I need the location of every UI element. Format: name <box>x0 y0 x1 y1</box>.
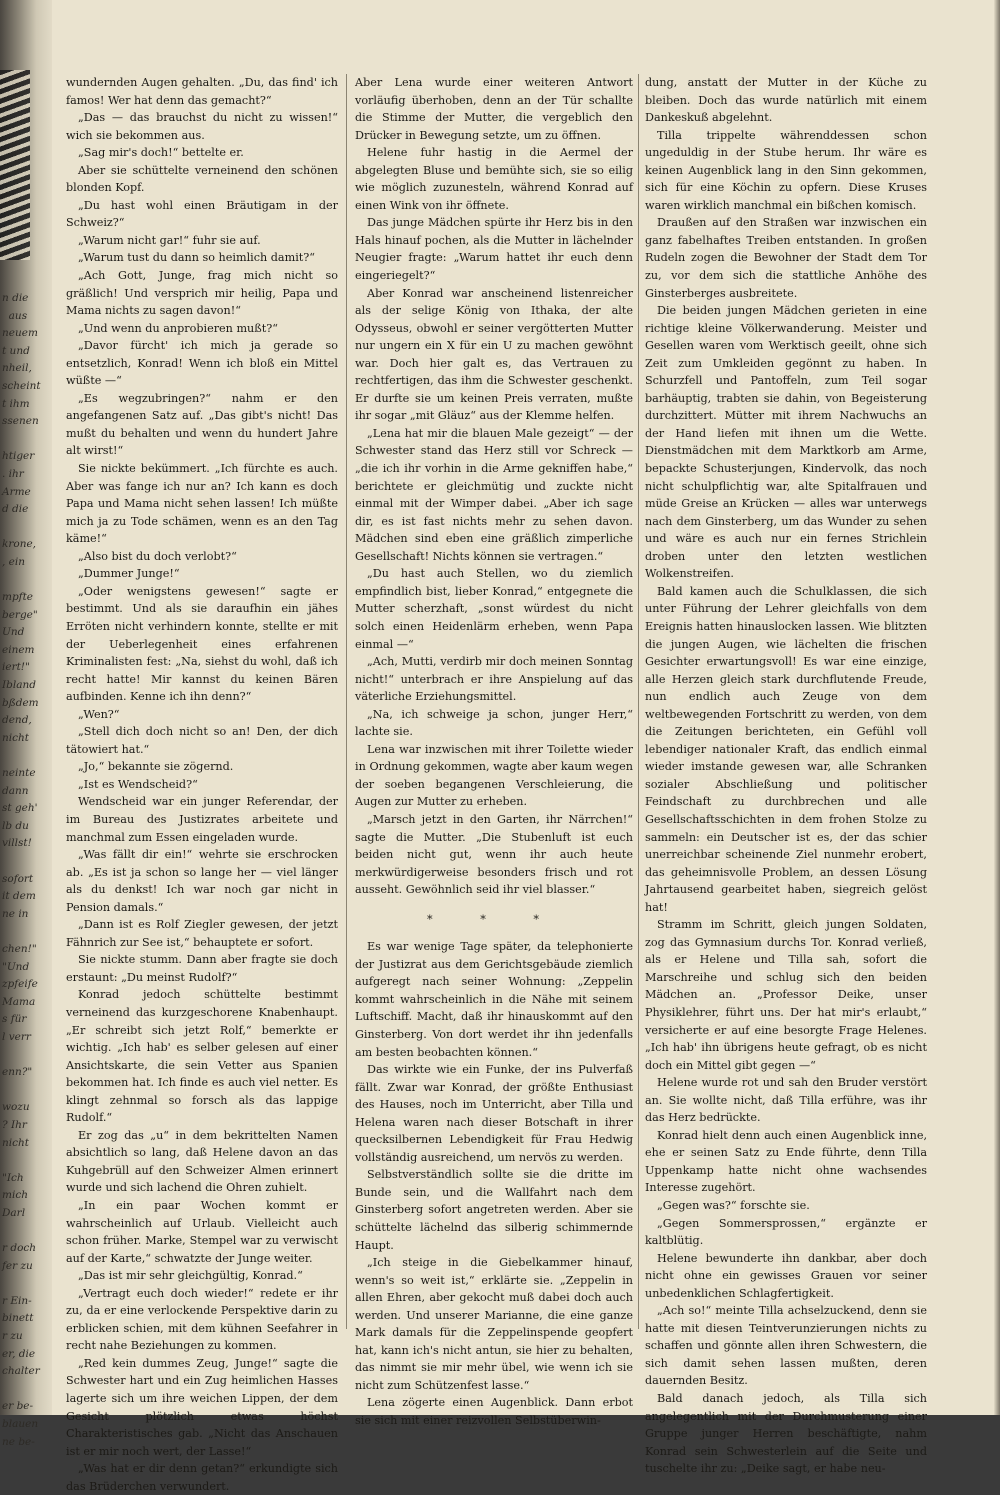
paragraph: Stramm im Schritt, gleich jungen Soldaten, zog das Gymnasium durchs Tor. Konrad verließ, als er Helene und Tilla sah, sofort die Marschreihe und schlug sich den beiden Mädchen an. „Professor Deike, unser Physiklehrer, führt uns. Der hat mir's erlaubt,“ versicherte er auf eine besorgte Frage Helenes. „Ich hab' ihn übrigens heute gefragt, ob es nicht doch ein Mittel gibt gegen —“ <box>645 918 927 1072</box>
paragraph: „Jo,“ bekannte sie zögernd. <box>78 760 234 774</box>
paragraph: Selbstverständlich sollte sie die dritte im Bunde sein, und die Wallfahrt nach dem Ginsterberg sofort angetreten werden. Aber sie schüttelte lächelnd das silberig schimmernde Haupt. <box>355 1168 633 1252</box>
paragraph: Lena war inzwischen mit ihrer Toilette wieder in Ordnung gekommen, wagte aber kaum wegen der soeben begangenen Verschleierung, die Augen zur Mutter zu erheben. <box>355 742 633 809</box>
paragraph: Die beiden jungen Mädchen gerieten in eine richtige kleine Völkerwanderung. Meister und Gesellen waren vom Werktisch geeilt, ohne sich Zeit zum Umkleiden gegönnt zu haben. In Schurzfell und Pantoffeln, zum Teil sogar barhäuptig, trabten sie dahin, von Begeisterung durchzittert. Mütter mit ihrem Nachwuchs an der Hand liefen mit ihnen um die Wette. Dienstmädchen mit dem Marktkorb am Arme, bepackte Schusterjungen, Kindervolk, das noch nicht schulpflichtig war, alte Spitalfrauen und müde Greise an Krücken — alles war unterwegs nach dem Ginsterberg, um das Wunder zu sehen und wäre es auch nur ein fernes Strichlein droben unter den letzten westlichen Wolkenstreifen. <box>645 304 927 581</box>
paragraph: „Sag mir's doch!“ bettelte er. <box>78 146 244 160</box>
paragraph: „Es wegzubringen?“ nahm er den angefangenen Satz auf. „Das gibt's nicht! Das mußt du behalten und wenn du hundert Jahre alt wirst!“ <box>66 391 338 458</box>
paragraph: Helene wurde rot und sah den Bruder verstört an. Sie wollte nicht, daß Tilla erführe, was ihr das Herz bedrückte. <box>645 1076 927 1125</box>
paragraph: Aber Lena wurde einer weiteren Antwort vorläufig überhoben, denn an der Tür schallte die Stimme der Mutter, die vergeblich den Drücker in Bewegung setzte, um zu öffnen. <box>355 76 633 142</box>
paragraph: „Wen?“ <box>78 707 120 721</box>
paragraph: „Das — das brauchst du nicht zu wissen!“ wich sie bekommen aus. <box>66 111 338 142</box>
paragraph: „Ach so!“ meinte Tilla achselzuckend, denn sie hatte mit diesen Teintverunzierungen nichts zu schaffen und gönnte allen ihren Schwestern, die sich damit sehen lassen mußten, deren dauernden Besitz. <box>645 1304 927 1388</box>
paragraph: Tilla trippelte währenddessen schon ungeduldig in der Stube herum. Ihr wäre es keinen Augenblick lang in den Sinn gekommen, sich für eine Köchin zu opfern. Diese Kruses waren wirklich manchmal ein bißchen komisch. <box>645 128 927 212</box>
paragraph: Es war wenige Tage später, da telephonierte der Justizrat aus dem Gerichtsgebäude ziemlich aufgeregt nach seiner Wohnung: „Zeppelin kommt wahrscheinlich in die Nähe mit seinem Luftschiff. Macht, daß ihr hinauskommt auf den Ginsterberg. Von dort werdet ihr ihn jedenfalls am besten beobachten können.“ <box>355 940 633 1059</box>
paragraph: Wendscheid war ein junger Referendar, der im Bureau des Justizrates arbeitete und manchmal zum Essen eingeladen wurde. <box>66 795 338 844</box>
paragraph: „Lena hat mir die blauen Male gezeigt“ — der Schwester stand das Herz still vor Schreck — „die ich ihr vorhin in die Arme gekniffen habe,“ berichtete er gleichmütig und zuckte nicht einmal mit der Wimper dabei. „Aber ich sage dir, es ist fast nichts mehr zu sehen davon. Mädchen sind eben eine gräßlich zimperliche Gesellschaft! Nichts können sie vertragen.“ <box>355 426 633 563</box>
paragraph: Sie nickte stumm. Dann aber fragte sie doch erstaunt: „Du meinst Rudolf?“ <box>66 953 338 984</box>
paragraph: Er zog das „u“ in dem bekrittelten Namen absichtlich so lang, daß Helene davon an das Kuhgebrüll auf den Schweizer Almen erinnert wurde und sich lachend die Ohren zuhielt. <box>66 1128 338 1195</box>
paragraph: „Du hast auch Stellen, wo du ziemlich empfindlich bist, lieber Konrad,“ entgegnete die Mutter scherzhaft, „sonst würdest du nicht solch einen Heidenlärm erheben, wenn Papa einmal —“ <box>355 567 633 651</box>
binding-gutter <box>0 0 52 1448</box>
paragraph: wundernden Augen gehalten. „Du, das find' ich famos! Wer hat denn das gemacht?“ <box>66 76 338 107</box>
paragraph: Bald danach jedoch, als Tilla sich angelegentlich mit der Durchmusterung einer Gruppe junger Herren beschäftigte, nahm Konrad sein Schwesterlein auf die Seite und tuschelte ihr zu: „Deike sagt, er habe neu- <box>645 1392 927 1476</box>
paragraph: „Marsch jetzt in den Garten, ihr Närrchen!“ sagte die Mutter. „Die Stubenluft ist euch beiden nicht gut, wenn ihr auch heute merkwürdigerweise besonders frisch und rot ausseht. Gewöhnlich seid ihr viel blasser.“ <box>355 812 633 897</box>
paragraph: Aber Konrad war anscheinend listenreicher als der selige König von Ithaka, der alte Odysseus, obwohl er seiner vergötterten Mutter nur ungern ein X für ein U zu machen gewöhnt war. Doch hier galt es, das Vertrauen zu rechtfertigen, das ihm die Schwester geschenkt. Er durfte sie um keinen Preis verraten, mußte ihr sogar „mit Gläuz“ aus der Klemme helfen. <box>355 286 633 423</box>
paragraph: „Also bist du doch verlobt?“ <box>78 549 237 563</box>
text-column-2 <box>355 74 633 1428</box>
paragraph: „Ach Gott, Junge, frag mich nicht so gräßlich! Und versprich mir heilig, Papa und Mama nichts zu sagen davon!“ <box>66 269 338 318</box>
paragraph: „Was hat er dir denn getan?“ erkundigte sich das Brüderchen verwundert. <box>66 1462 338 1493</box>
paragraph: „Ich steige in die Giebelkammer hinauf, wenn's so weit ist,“ erklärte sie. „Zeppelin in allen Ehren, aber gekocht muß dabei doch auch werden. Und unserer Marianne, die eine ganze Mark damals für die Zeppelinspende geopfert hat, kann ich's nicht antun, sie hier zu behalten, das nimmt sie mir mehr übel, wie wenn ich sie nicht zum Schützenfest lasse.“ <box>355 1256 633 1392</box>
text-column-1 <box>66 74 338 1493</box>
paragraph: Helene fuhr hastig in die Aermel der abgelegten Bluse und bemühte sich, sie so eilig wie möglich zuzunesteln, während Konrad auf einen Wink von ihr öffnete. <box>355 146 633 212</box>
paragraph: Bald kamen auch die Schulklassen, die sich unter Führung der Lehrer gleichfalls von dem Ereignis hatten hinauslocken lassen. Wie blitzten die jungen Augen, wie lächelten die frischen Gesichter erwartungsvoll! Es war eine einzige, alle Herzen gleich stark durchflutende Freude, nun endlich auch Zeuge von dem weltbewegenden Fortschritt zu werden, von dem die Zeitungen berichteten, ein Gefühl voll lebendiger nationaler Kraft, das endlich einmal wieder imstande gewesen war, alle Schranken sozialer Abschließung und politischer Feindschaft zu durchbrechen und alle Gesellschaftsschichten in dem frohen Stolze zu sammeln: ein Deutscher ist es, der das schier unerreichbar scheinende Ziel nunmehr erobert, das geheimnisvolle Problem, an dessen Lösung Jahrtausend gearbeitet haben, siegreich gelöst hat! <box>645 584 927 914</box>
paragraph: Konrad hielt denn auch einen Augenblick inne, ehe er seinen Satz zu Ende führte, denn Tilla Uppenkamp hatte nicht ohne wachsendes Interesse zugehört. <box>645 1128 927 1195</box>
paragraph: Konrad jedoch schüttelte bestimmt verneinend das kurzgeschorene Knabenhaupt. „Er schreibt sich jetzt Rolf,“ bemerkte er wichtig. „Ich hab' es selber gelesen auf einer Ansichtskarte, die sein Vetter aus Spanien bekommen hat. Ich finde es auch viel netter. Es klingt zehnmal so forsch als das lappige Rudolf.“ <box>66 988 338 1125</box>
paragraph: Das junge Mädchen spürte ihr Herz bis in den Hals hinauf pochen, als die Mutter in lächelnder Neugier fragte: „Warum hattet ihr euch denn eingeriegelt?“ <box>355 216 633 283</box>
paragraph: Das wirkte wie ein Funke, der ins Pulverfaß fällt. Zwar war Konrad, der größte Enthusiast des Hauses, noch im Unterricht, aber Tilla und Helena waren nach dieser Botschaft in ihrer quecksilbernen Lebendigkeit für Frau Hedwig vollständig ausreichend, um nervös zu werden. <box>355 1063 633 1164</box>
column-rule <box>638 74 639 1329</box>
paragraph: „Warum tust du dann so heimlich damit?“ <box>78 251 315 265</box>
paragraph: „Dann ist es Rolf Ziegler gewesen, der jetzt Fähnrich zur See ist,“ behauptete er sofort. <box>66 918 338 949</box>
paragraph: „Oder wenigstens gewesen!“ sagte er bestimmt. Und als sie daraufhin ein jähes Erröten nicht verhindern konnte, stellte er mit der Ueberlegenheit eines erfahrenen Kriminalisten fest: „Na, siehst du wohl, daß ich recht hatte! Mir kannst du keinen Bären aufbinden. Kenne ich ihn denn?“ <box>66 584 338 704</box>
paragraph: „Vertragt euch doch wieder!“ redete er ihr zu, da er eine verlockende Perspektive darin zu erblicken schien, mit dem kühnen Seefahrer in recht nahe Beziehungen zu kommen. <box>66 1286 338 1353</box>
section-separator: * * * <box>427 912 561 926</box>
paragraph: Sie nickte bekümmert. „Ich fürchte es auch. Aber was fange ich nur an? Ich kann es doch Papa und Mama nicht sehen lassen! Ich müßte mich ja zu Tode schämen, wenn es an den Tag käme!“ <box>66 462 338 546</box>
paragraph: „Red kein dummes Zeug, Junge!“ sagte die Schwester hart und ein Zug heimlichen Hasses lagerte sich um ihre weichen Lippen, der dem Gesicht plötzlich etwas höchst Charakteristisches gab. „Nicht das Anschauen ist er mir noch wert, der Lasse!“ <box>66 1356 338 1458</box>
paragraph: „Na, ich schweige ja schon, junger Herr,“ lachte sie. <box>355 707 633 739</box>
paragraph: „Das ist mir sehr gleichgültig, Konrad.“ <box>78 1269 303 1283</box>
paragraph: „Gegen was?“ forschte sie. <box>657 1199 810 1212</box>
paragraph: Lena zögerte einen Augenblick. Dann erbot sie sich mit einer reizvollen Selbstüberwin- <box>355 1396 633 1428</box>
paragraph: „Dummer Junge!“ <box>78 567 180 581</box>
paragraph: „Was fällt dir ein!“ wehrte sie erschrocken ab. „Es ist ja schon so lange her — viel länger als du denkst! Ich war noch gar nicht in Pension damals.“ <box>66 848 338 914</box>
paragraph: „Stell dich doch nicht so an! Den, der dich tätowiert hat.“ <box>66 725 338 756</box>
paragraph: „Warum nicht gar!“ fuhr sie auf. <box>78 233 261 247</box>
paragraph: „Ach, Mutti, verdirb mir doch meinen Sonntag nicht!“ unterbrach er ihre Anspielung auf das väterliche Erziehungsmittel. <box>355 655 633 704</box>
column-rule <box>346 74 347 1329</box>
paragraph: dung, anstatt der Mutter in der Küche zu bleiben. Doch das wurde natürlich mit einem Dankeskuß abgelehnt. <box>645 76 927 125</box>
paragraph: „Ist es Wendscheid?“ <box>78 777 198 791</box>
text-column-3 <box>645 74 927 1476</box>
paragraph: „In ein paar Wochen kommt er wahrscheinlich auf Urlaub. Vielleicht auch schon früher. Marke, Stempel war zu verwischt auf der Karte,“ schwatzte der Junge weiter. <box>66 1199 338 1265</box>
paragraph: Aber sie schüttelte verneinend den schönen blonden Kopf. <box>66 163 338 195</box>
paragraph: „Gegen Sommersprossen,“ ergänzte er kaltblütig. <box>645 1216 927 1248</box>
paragraph: „Davor fürcht' ich mich ja gerade so entsetzlich, Konrad! Wenn ich bloß ein Mittel wüßte —“ <box>66 339 338 388</box>
paragraph: „Du hast wohl einen Bräutigam in der Schweiz?“ <box>66 198 338 230</box>
previous-page-fragments: n die aus neuem t und nheil, scheint t ihm ssenen htiger . ihr Arme d die krone, , ein mpfte berge" Und einem iert!" Ibland bßdem dend, nicht neinte dann st geh' lb du villst! sofort it dem ne in chen!" "Und zpfeife Mama s für l verr enn?" wozu ? Ihr nicht "Ich mich Darl r doch fer zu r Ein- binett r zu er, die chalter er be- blauen ne be- <box>2 292 41 1448</box>
paragraph: Draußen auf den Straßen war inzwischen ein ganz fabelhaftes Treiben entstanden. In großen Rudeln zogen die Bewohner der Stadt dem Tor zu, vor dem sich die stattliche Anhöhe des Ginsterberges ausbreitete. <box>645 216 927 300</box>
ornament-fragment <box>0 70 30 260</box>
paragraph: „Und wenn du anprobieren mußt?“ <box>78 321 278 335</box>
page-edge <box>994 0 1000 1415</box>
paragraph: Helene bewunderte ihn dankbar, aber doch nicht ohne ein gewisses Grauen vor seiner unbedenklichen Schlagfertigkeit. <box>645 1251 927 1300</box>
